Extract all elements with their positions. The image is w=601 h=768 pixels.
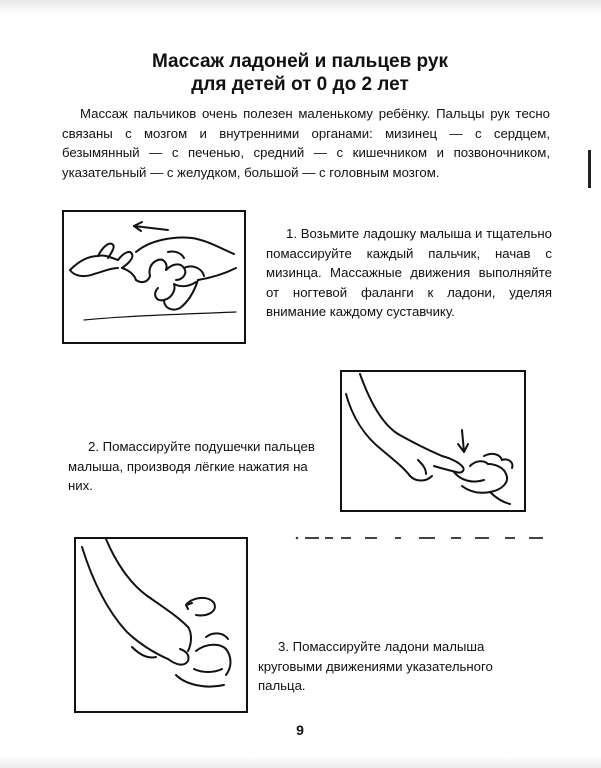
page-shadow-top <box>0 0 601 14</box>
page-edge-mark <box>588 150 591 188</box>
title-line-2: для детей от 0 до 2 лет <box>191 74 409 95</box>
title-line-1: Массаж ладоней и пальцев рук <box>151 51 448 72</box>
step-1-text: 1. Возьмите ладошку малыша и тщательно помассируйте каждый пальчик, начав с мизинца. Массажные движения выполняйте от ногтевой фаланги к ладони, уделяя внимание каждому суставчику. <box>266 226 552 319</box>
page-title <box>60 50 540 96</box>
step-2-text: 2. Помассируйте подушечки пальцев малыша, производя лёгкие нажатия на них. <box>68 439 315 493</box>
fingertip-press-drawing <box>342 372 524 510</box>
illustration-palm-circles <box>74 537 248 713</box>
palm-circles-drawing <box>76 539 246 711</box>
finger-massage-drawing <box>64 212 244 342</box>
circular-arrow-icon <box>186 598 215 615</box>
page-shadow-bottom <box>0 756 601 768</box>
illustration-fingertip-press <box>340 370 526 512</box>
page-number: 9 <box>296 722 304 738</box>
step-3-text: 3. Помассируйте ладони малыша круговыми движениями указательного пальца. <box>258 639 493 693</box>
print-specks <box>295 533 547 543</box>
illustration-finger-massage <box>62 210 246 344</box>
intro-paragraph: Массаж пальчиков очень полезен маленькому ребёнку. Пальцы рук тесно связаны с мозгом и внутренними органами: мизинец — с сердцем, безымянный — с печенью, средний — с кишечником и позвоночником, указательный — с желудком, большой — с головным мозгом. <box>62 106 550 180</box>
